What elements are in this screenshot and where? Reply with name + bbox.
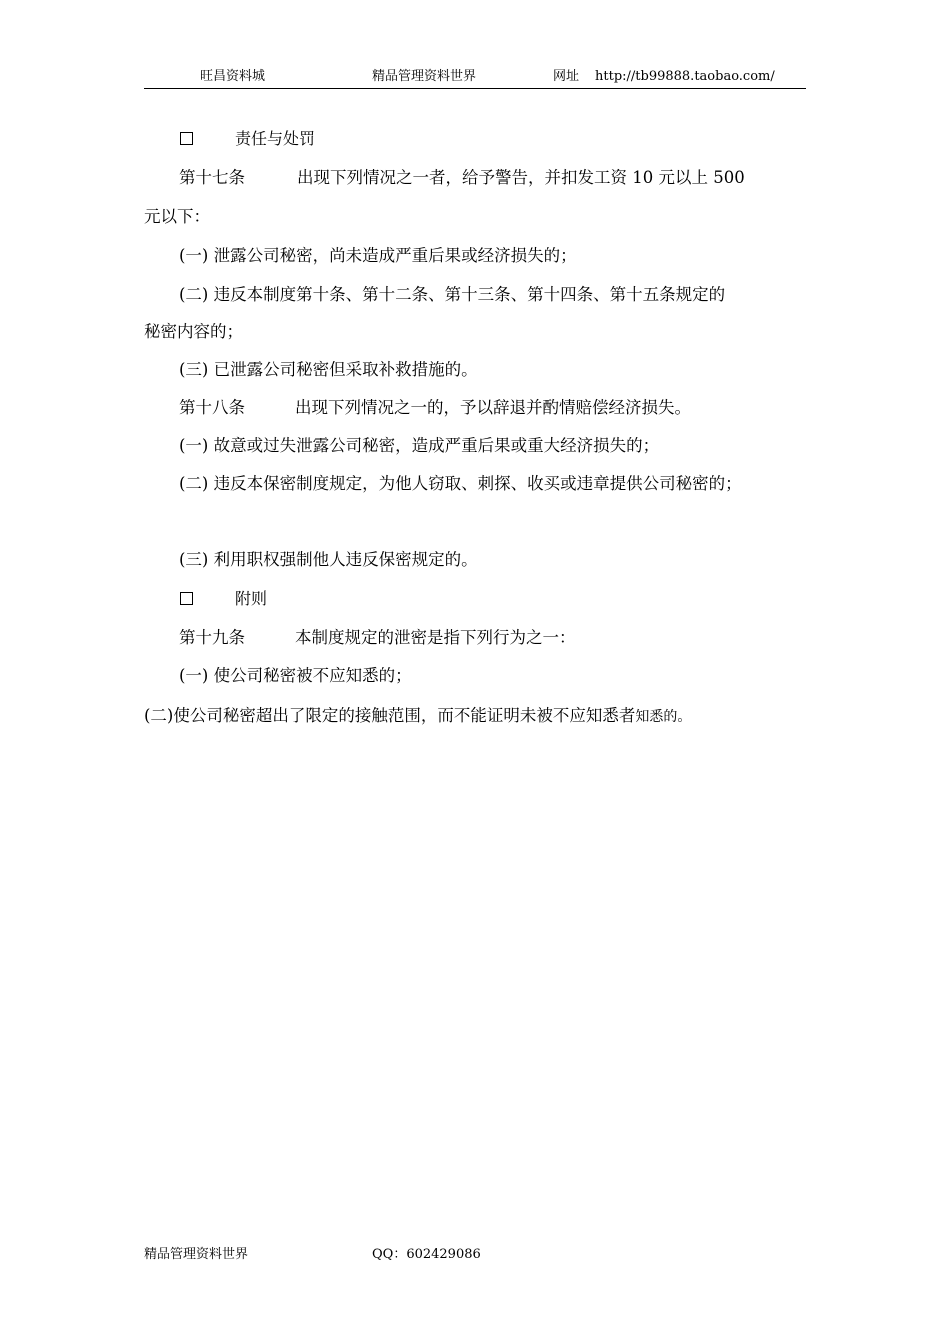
header-divider [144,88,806,89]
checkbox-icon [180,592,193,605]
article-18-item-3: (三) 利用职权强制他人违反保密规定的。 [179,550,478,569]
article-19-label: 第十九条 [179,628,245,647]
section-title-responsibility: 责任与处罚 [235,129,316,148]
article-17-label: 第十七条 [179,168,245,187]
article-17-item-2: (二) 违反本制度第十条、第十二条、第十三条、第十四条、第十五条规定的 [179,285,726,304]
article-18-label: 第十八条 [179,398,245,417]
checkbox-icon [180,132,193,145]
article-18-text: 出现下列情况之一的，予以辞退并酌情赔偿经济损失。 [295,398,691,417]
article-19-item-2-text: (二)使公司秘密超出了限定的接触范围，而不能证明未被不应知悉者 [144,706,636,725]
article-18-item-1: (一) 故意或过失泄露公司秘密，造成严重后果或重大经济损失的； [179,436,660,455]
article-17-text: 出现下列情况之一者，给予警告，并扣发工资 10 元以上 500 [297,168,745,187]
header-site-name: 旺昌资料城 [200,69,266,84]
footer-qq: QQ：602429086 [372,1247,481,1262]
header-tagline: 精品管理资料世界 [372,69,477,84]
footer-site-name: 精品管理资料世界 [144,1247,249,1262]
section-title-supplementary: 附则 [235,589,268,608]
article-17-item-2-cont: 秘密内容的； [144,322,243,341]
header-url-link[interactable]: http://tb99888.taobao.com/ [595,69,775,84]
article-17-text-cont: 元以下： [144,207,210,226]
article-19-text: 本制度规定的泄密是指下列行为之一： [295,628,576,647]
article-19-item-2 [144,704,691,729]
article-19-item-1: (一) 使公司秘密被不应知悉的； [179,666,412,685]
article-18-item-2: (二) 违反本保密制度规定，为他人窃取、刺探、收买或违章提供公司秘密的； [179,474,742,493]
article-17-item-1: (一) 泄露公司秘密，尚未造成严重后果或经济损失的； [179,246,577,265]
article-17-item-3: (三) 已泄露公司秘密但采取补救措施的。 [179,360,478,379]
header-url-label: 网址 [553,69,580,84]
article-19-item-2-small-text: 知悉的。 [635,709,692,725]
